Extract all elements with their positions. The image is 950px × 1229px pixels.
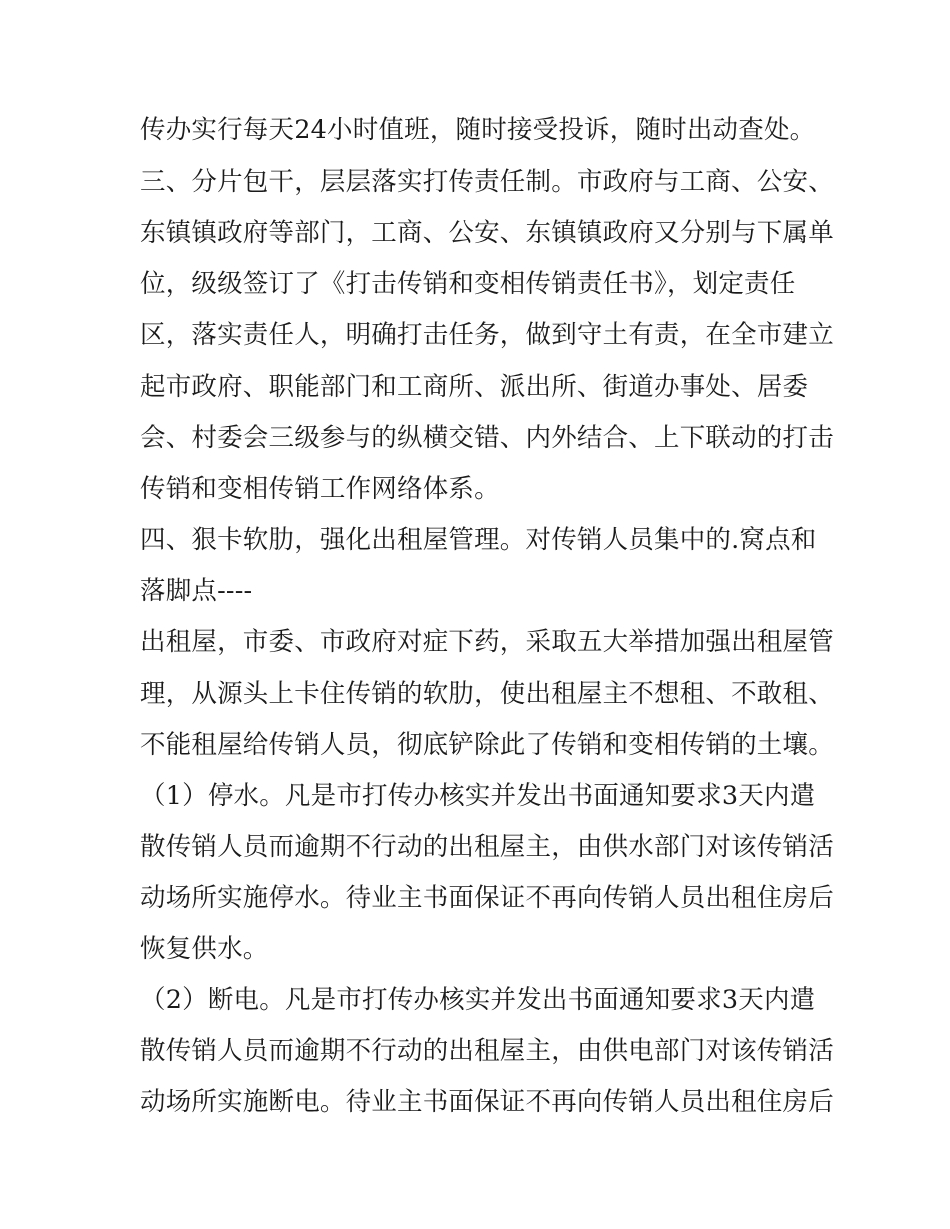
text-line: 动场所实施停水。待业主书面保证不再向传销人员出租住房后 — [140, 883, 834, 913]
text-line: 三、分片包干，层层落实打传责任制。市政府与工商、公安、 — [140, 167, 834, 197]
text-line: 出租屋，市委、市政府对症下药，采取五大举措加强出租屋管 — [140, 627, 834, 657]
text-line: 恢复供水。 — [140, 934, 269, 964]
text-line: 四、狠卡软肋，强化出租屋管理。对传销人员集中的.窝点和 — [140, 525, 817, 555]
text-line: 传办实行每天24小时值班，随时接受投诉，随时出动查处。 — [140, 115, 816, 145]
text-line: 东镇镇政府等部门，工商、公安、东镇镇政府又分别与下属单 — [140, 218, 834, 248]
text-line: 起市政府、职能部门和工商所、派出所、街道办事处、居委 — [140, 372, 809, 402]
text-line: 会、村委会三级参与的纵横交错、内外结合、上下联动的打击 — [140, 423, 834, 453]
text-line: 传销和变相传销工作网络体系。 — [140, 474, 500, 504]
text-line: 不能租屋给传销人员，彻底铲除此了传销和变相传销的土壤。 — [140, 730, 834, 760]
text-line: 散传销人员而逾期不行动的出租屋主，由供电部门对该传销活 — [140, 1036, 834, 1066]
text-line: 动场所实施断电。待业主书面保证不再向传销人员出租住房后 — [140, 1087, 834, 1117]
text-line: 落脚点---- — [140, 576, 253, 606]
text-line: 区，落实责任人，明确打击任务，做到守土有责，在全市建立 — [140, 320, 834, 350]
text-line: 理，从源头上卡住传销的软肋，使出租屋主不想租、不敢租、 — [140, 679, 834, 709]
text-line: 位，级级签订了《打击传销和变相传销责任书》，划定责任 — [140, 269, 796, 299]
text-line: （1）停水。凡是市打传办核实并发出书面通知要求3天内遣 — [140, 781, 816, 811]
text-line: （2）断电。凡是市打传办核实并发出书面通知要求3天内遣 — [140, 985, 816, 1015]
text-line: 散传销人员而逾期不行动的出租屋主，由供水部门对该传销活 — [140, 832, 834, 862]
